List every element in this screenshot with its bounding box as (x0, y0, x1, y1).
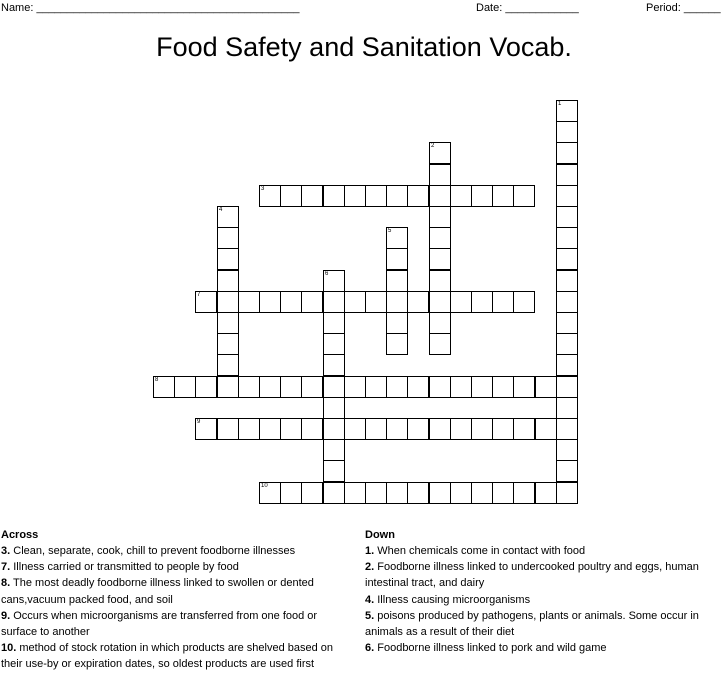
grid-cell[interactable] (386, 227, 408, 249)
grid-cell[interactable] (344, 376, 366, 398)
grid-cell[interactable] (217, 206, 239, 228)
cell-number: 1 (558, 101, 562, 107)
grid-cell[interactable] (556, 100, 578, 122)
across-clue (1, 543, 356, 559)
grid-cell[interactable] (471, 482, 493, 504)
grid-cell[interactable] (217, 291, 239, 313)
grid-cell[interactable] (429, 206, 451, 228)
grid-cell[interactable] (429, 227, 451, 249)
grid-cell[interactable] (513, 185, 535, 207)
grid-cell[interactable] (238, 418, 260, 440)
grid-cell[interactable] (195, 376, 217, 398)
grid-cell[interactable] (450, 185, 472, 207)
grid-cell[interactable] (429, 248, 451, 270)
grid-cell[interactable] (344, 291, 366, 313)
grid-cell[interactable] (217, 248, 239, 270)
grid-cell[interactable] (259, 376, 281, 398)
grid-cell[interactable] (195, 418, 217, 440)
clue-text: method of stock rotation in which products are shelved based on their use-by or expiration dates, so oldest products are used first (1, 642, 334, 671)
grid-cell[interactable] (217, 270, 239, 292)
grid-cell[interactable] (301, 418, 323, 440)
clue-number: 2. (365, 561, 375, 574)
grid-cell[interactable] (492, 291, 514, 313)
grid-cell[interactable] (344, 418, 366, 440)
clue-number: 9. (1, 609, 11, 622)
grid-cell[interactable] (471, 185, 493, 207)
cell-number: 5 (388, 228, 392, 234)
grid-cell[interactable] (217, 418, 239, 440)
grid-cell[interactable] (556, 185, 578, 207)
grid-cell[interactable] (323, 460, 345, 482)
cell-number: 7 (197, 292, 201, 298)
clue-text: Illness causing microorganisms (374, 593, 531, 606)
grid-cell[interactable] (365, 482, 387, 504)
grid-cell[interactable] (492, 185, 514, 207)
grid-cell[interactable] (280, 376, 302, 398)
grid-cell[interactable] (386, 333, 408, 355)
grid-cell[interactable] (301, 291, 323, 313)
clue-text: Foodborne illness linked to pork and wild game (374, 642, 607, 655)
grid-cell[interactable] (323, 270, 345, 292)
grid-cell[interactable] (535, 376, 557, 398)
grid-cell[interactable] (429, 142, 451, 164)
grid-cell[interactable] (386, 482, 408, 504)
period-field[interactable]: Period: ______ (646, 2, 721, 14)
across-clue (1, 608, 356, 640)
down-clue (365, 543, 728, 559)
grid-cell[interactable] (407, 418, 429, 440)
grid-cell[interactable] (556, 333, 578, 355)
grid-cell[interactable] (556, 312, 578, 334)
across-heading: Across (1, 529, 39, 541)
grid-cell[interactable] (344, 482, 366, 504)
across-clue (1, 559, 356, 575)
grid-cell[interactable] (429, 418, 451, 440)
grid-cell[interactable] (450, 291, 472, 313)
down-clue (365, 592, 728, 608)
cell-number: 4 (219, 207, 223, 213)
grid-cell[interactable] (450, 482, 472, 504)
grid-cell[interactable] (386, 248, 408, 270)
clue-number: 5. (365, 609, 375, 622)
clue-text: Foodborne illness linked to undercooked poultry and eggs, human intestinal tract, and dairy (365, 561, 699, 590)
grid-cell[interactable] (259, 418, 281, 440)
grid-cell[interactable] (259, 482, 281, 504)
cell-number: 6 (325, 271, 329, 277)
clue-number: 1. (365, 545, 375, 557)
grid-cell[interactable] (301, 482, 323, 504)
grid-cell[interactable] (323, 185, 345, 207)
clue-text: poisons produced by pathogens, plants or animals. Some occur in animals as a result of their diet (365, 609, 699, 639)
grid-cell[interactable] (365, 376, 387, 398)
grid-cell[interactable] (323, 397, 345, 419)
grid-cell[interactable] (259, 291, 281, 313)
down-clue (365, 608, 728, 640)
grid-cell[interactable] (301, 185, 323, 207)
grid-cell[interactable] (556, 227, 578, 249)
grid-cell[interactable] (556, 121, 578, 143)
grid-cell[interactable] (280, 185, 302, 207)
grid-cell[interactable] (153, 376, 175, 398)
grid-cell[interactable] (407, 185, 429, 207)
grid-cell[interactable] (323, 291, 345, 313)
grid-cell[interactable] (386, 376, 408, 398)
grid-cell[interactable] (323, 376, 345, 398)
grid-cell[interactable] (429, 376, 451, 398)
clue-text: The most deadly foodborne illness linked to swollen or dented cans,vacuum packed food, and soil (1, 577, 314, 606)
grid-cell[interactable] (429, 185, 451, 207)
grid-cell[interactable] (259, 185, 281, 207)
grid-cell[interactable] (217, 333, 239, 355)
grid-cell[interactable] (513, 418, 535, 440)
grid-cell[interactable] (323, 333, 345, 355)
down-clue (365, 640, 728, 656)
across-clues (1, 527, 356, 673)
grid-cell[interactable] (492, 418, 514, 440)
grid-cell[interactable] (556, 418, 578, 440)
clue-number: 3. (1, 545, 11, 557)
clue-number: 7. (1, 561, 11, 574)
grid-cell[interactable] (556, 206, 578, 228)
grid-cell[interactable] (365, 418, 387, 440)
grid-cell[interactable] (323, 418, 345, 440)
across-clue (1, 575, 356, 607)
grid-cell[interactable] (323, 482, 345, 504)
grid-cell[interactable] (513, 482, 535, 504)
grid-cell[interactable] (217, 354, 239, 376)
grid-cell[interactable] (492, 376, 514, 398)
grid-cell[interactable] (217, 376, 239, 398)
grid-cell[interactable] (429, 270, 451, 292)
grid-cell[interactable] (556, 291, 578, 313)
grid-cell[interactable] (217, 227, 239, 249)
grid-cell[interactable] (450, 418, 472, 440)
down-heading: Down (365, 529, 395, 541)
across-clue (1, 640, 356, 672)
grid-cell[interactable] (556, 397, 578, 419)
clue-number: 4. (365, 593, 375, 606)
clue-number: 6. (365, 642, 375, 655)
clue-text: Occurs when microorganisms are transferred from one food or surface to another (1, 609, 318, 639)
grid-cell[interactable] (429, 482, 451, 504)
grid-cell[interactable] (492, 482, 514, 504)
grid-cell[interactable] (556, 270, 578, 292)
grid-cell[interactable] (217, 312, 239, 334)
grid-cell[interactable] (556, 460, 578, 482)
down-clues (365, 527, 728, 656)
clue-number: 8. (1, 577, 11, 590)
grid-cell[interactable] (301, 376, 323, 398)
grid-cell[interactable] (174, 376, 196, 398)
clue-text: Illness carried or transmitted to people by food (10, 561, 239, 574)
grid-cell[interactable] (556, 354, 578, 376)
grid-cell[interactable] (280, 482, 302, 504)
grid-cell[interactable] (407, 291, 429, 313)
grid-cell[interactable] (323, 312, 345, 334)
grid-cell[interactable] (407, 376, 429, 398)
grid-cell[interactable] (280, 418, 302, 440)
grid-cell[interactable] (556, 376, 578, 398)
page-title: Food Safety and Sanitation Vocab. (156, 32, 572, 62)
grid-cell[interactable] (238, 291, 260, 313)
clue-text: Clean, separate, cook, chill to prevent foodborne illnesses (10, 545, 296, 557)
grid-cell[interactable] (386, 291, 408, 313)
cell-number: 8 (155, 377, 159, 383)
grid-cell[interactable] (471, 418, 493, 440)
grid-cell[interactable] (471, 376, 493, 398)
grid-cell[interactable] (323, 354, 345, 376)
grid-cell[interactable] (429, 333, 451, 355)
cell-number: 9 (197, 419, 201, 425)
grid-cell[interactable] (556, 248, 578, 270)
grid-cell[interactable] (280, 291, 302, 313)
cell-number: 3 (261, 186, 265, 192)
cell-number: 2 (431, 143, 435, 149)
grid-cell[interactable] (471, 291, 493, 313)
grid-cell[interactable] (323, 439, 345, 461)
grid-cell[interactable] (513, 291, 535, 313)
grid-cell[interactable] (386, 418, 408, 440)
clue-number: 10. (1, 642, 17, 655)
grid-cell[interactable] (386, 312, 408, 334)
grid-cell[interactable] (407, 482, 429, 504)
cell-number: 10 (261, 483, 268, 489)
grid-cell[interactable] (535, 418, 557, 440)
grid-cell[interactable] (513, 376, 535, 398)
date-field[interactable]: Date: ____________ (476, 2, 579, 14)
grid-cell[interactable] (535, 482, 557, 504)
grid-cell[interactable] (429, 164, 451, 186)
down-clue (365, 559, 728, 591)
grid-cell[interactable] (450, 376, 472, 398)
grid-cell[interactable] (429, 291, 451, 313)
name-field[interactable]: Name: ___________________________________________ (1, 2, 300, 14)
grid-cell[interactable] (365, 291, 387, 313)
grid-cell[interactable] (365, 185, 387, 207)
grid-cell[interactable] (556, 439, 578, 461)
grid-cell[interactable] (556, 164, 578, 186)
grid-cell[interactable] (386, 185, 408, 207)
grid-cell[interactable] (344, 185, 366, 207)
grid-cell[interactable] (556, 482, 578, 504)
grid-cell[interactable] (386, 270, 408, 292)
clue-text: When chemicals come in contact with food (374, 545, 586, 557)
grid-cell[interactable] (429, 312, 451, 334)
grid-cell[interactable] (195, 291, 217, 313)
grid-cell[interactable] (238, 376, 260, 398)
grid-cell[interactable] (556, 142, 578, 164)
